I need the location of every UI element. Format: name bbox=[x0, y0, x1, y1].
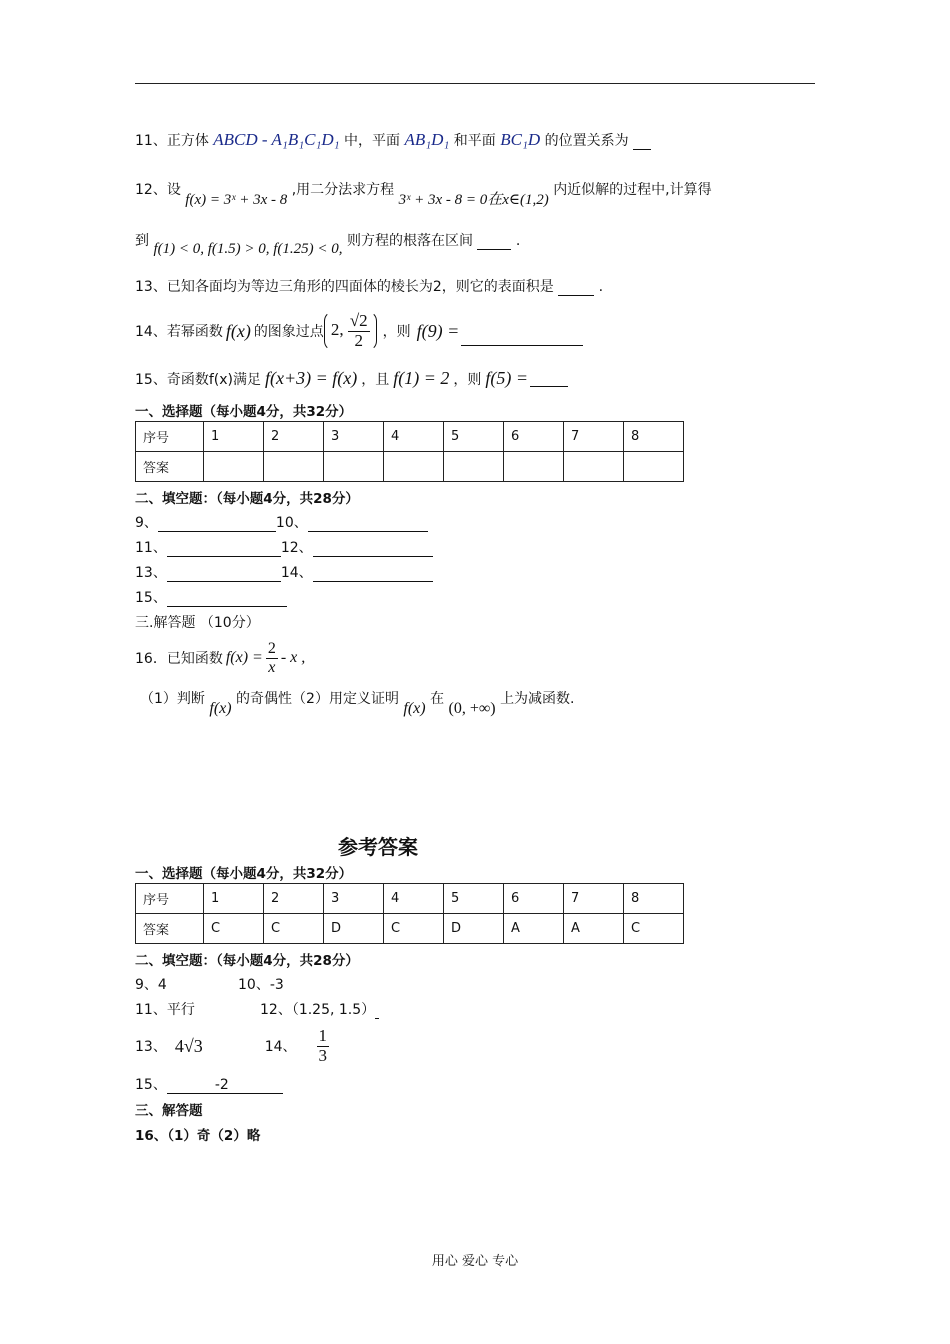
q15-prefix: 15、奇函数f(x)满足 bbox=[135, 371, 261, 388]
q14-point-x: 2, bbox=[330, 319, 344, 339]
answer-15-label: 15、 bbox=[135, 1077, 167, 1093]
page-footer: 用心 爱心 专心 bbox=[431, 1254, 519, 1269]
q16-tail: - x , bbox=[280, 649, 306, 666]
question-11 bbox=[135, 130, 651, 150]
table-header-cell: 6 bbox=[504, 884, 564, 914]
q16-line2-fx: f(x) bbox=[209, 700, 232, 717]
table-header-cell: 2 bbox=[264, 422, 324, 452]
fill-row-3 bbox=[135, 562, 433, 582]
answer-key-cell: C bbox=[264, 914, 324, 944]
q14-func: f(x) bbox=[225, 320, 251, 341]
fill-blank-12[interactable] bbox=[313, 540, 433, 557]
table-header-cell: 4 bbox=[384, 884, 444, 914]
section3-title: 三.解答题 （10分） bbox=[135, 615, 260, 631]
q16-den: x bbox=[268, 658, 276, 676]
fill-blank-9[interactable] bbox=[158, 515, 276, 532]
fill-blank-15[interactable] bbox=[167, 590, 287, 607]
answer-key-cell: D bbox=[444, 914, 504, 944]
q16-interval: (0, +∞) bbox=[448, 700, 496, 717]
q16-fraction bbox=[266, 640, 278, 676]
table-answer-label: 答案 bbox=[136, 914, 204, 944]
answer-13-label: 13、 bbox=[135, 1039, 167, 1055]
q14-prefix: 14、若幂函数 bbox=[135, 324, 223, 340]
table-header-row bbox=[136, 422, 684, 452]
table-header-cell: 4 bbox=[384, 422, 444, 452]
question-13 bbox=[135, 276, 603, 296]
table-row bbox=[136, 452, 684, 482]
q12-equation: 3ˣ + 3x - 8 = 0在x∈(1,2) bbox=[398, 192, 549, 208]
table-header-cell: 3 bbox=[324, 422, 384, 452]
section1-title: 一、选择题（每小题4分，共32分） bbox=[135, 404, 353, 420]
q14-fraction bbox=[348, 312, 370, 350]
table-header-cell: 8 bbox=[624, 422, 684, 452]
answer-11: 11、平行 bbox=[135, 1002, 195, 1018]
q11-prefix: 11、正方体 bbox=[135, 133, 209, 149]
table-header-cell: 1 bbox=[204, 884, 264, 914]
q12-func: f(x) = 3ˣ + 3x - 8 bbox=[185, 192, 288, 208]
answer-key-cell: C bbox=[384, 914, 444, 944]
table-header-cell: 2 bbox=[264, 884, 324, 914]
q12-mid: ,用二分法求方程 bbox=[291, 182, 395, 198]
fill-label-13: 13、 bbox=[135, 565, 167, 581]
answer-cell[interactable] bbox=[444, 452, 504, 482]
q13-end: . bbox=[598, 279, 604, 295]
q12-line2-prefix: 到 bbox=[135, 233, 149, 249]
fill-label-12: 12、 bbox=[280, 540, 313, 556]
answer-12-tick bbox=[375, 1002, 379, 1019]
answer-15-blank-left bbox=[167, 1077, 215, 1094]
table-header-cell: 序号 bbox=[136, 422, 204, 452]
q16-line2-b: 的奇偶性（2）用定义证明 bbox=[236, 691, 399, 707]
q11-plane1: AB₁D₁ bbox=[404, 130, 450, 149]
fill-blank-13[interactable] bbox=[167, 565, 281, 582]
q16-line2-a: （1）判断 bbox=[140, 691, 205, 707]
q11-solid: ABCD - A₁B₁C₁D₁ bbox=[213, 130, 340, 149]
table-header-cell: 3 bbox=[324, 884, 384, 914]
q16-fx: f(x) = bbox=[225, 649, 263, 666]
q14-expr: f(9) = bbox=[416, 320, 460, 341]
q15-cond: f(x+3) = f(x) bbox=[264, 368, 358, 388]
question-12 bbox=[135, 178, 712, 208]
q16-line2-c: 在 bbox=[430, 691, 445, 707]
table-header-cell: 1 bbox=[204, 422, 264, 452]
fill-row-2 bbox=[135, 537, 433, 557]
answer-15-blank-right bbox=[229, 1077, 283, 1094]
answer-13-row bbox=[135, 1023, 329, 1069]
answer-key-table bbox=[135, 883, 684, 944]
q12-prefix: 12、设 bbox=[135, 182, 181, 198]
answer-15-row bbox=[135, 1074, 283, 1094]
answer-cell[interactable] bbox=[564, 452, 624, 482]
table-header-cell: 6 bbox=[504, 422, 564, 452]
q14-mid: 的图象过点 bbox=[253, 324, 324, 340]
table-header-cell: 5 bbox=[444, 884, 504, 914]
q12-line2-suffix: 则方程的根落在区间 bbox=[347, 233, 473, 249]
q15-expr: f(5) = bbox=[485, 368, 528, 388]
table-header-cell: 7 bbox=[564, 422, 624, 452]
answer-13-value: 4√3 bbox=[174, 1035, 203, 1056]
fill-blank-11[interactable] bbox=[167, 540, 281, 557]
question-12-line2 bbox=[135, 230, 521, 257]
q15-blank bbox=[530, 370, 568, 387]
answer-10: 10、-3 bbox=[238, 977, 284, 993]
table-header-cell: 5 bbox=[444, 422, 504, 452]
q15-then: ，则 bbox=[453, 371, 482, 388]
q14-then: ，则 bbox=[382, 324, 411, 340]
q15-mid: ，且 bbox=[361, 371, 390, 388]
q14-point bbox=[324, 311, 377, 351]
answer-key-cell: A bbox=[504, 914, 564, 944]
q13-text: 13、已知各面均为等边三角形的四面体的棱长为2，则它的表面积是 bbox=[135, 279, 554, 295]
answer-cell[interactable] bbox=[504, 452, 564, 482]
q14-blank bbox=[461, 329, 583, 346]
table-row bbox=[136, 914, 684, 944]
q12-blank bbox=[477, 233, 511, 250]
table-answer-label: 答案 bbox=[136, 452, 204, 482]
fill-label-11: 11、 bbox=[135, 540, 167, 556]
question-14 bbox=[135, 302, 583, 360]
fill-label-14: 14、 bbox=[280, 565, 313, 581]
answers-title: 参考答案 bbox=[338, 835, 418, 859]
answer-9: 9、4 bbox=[135, 977, 167, 993]
q12-suffix: 内近似解的过程中,计算得 bbox=[553, 182, 712, 198]
q12-end: . bbox=[515, 233, 521, 249]
fill-row-4 bbox=[135, 587, 287, 607]
answer-key-cell: C bbox=[204, 914, 264, 944]
fill-row-1 bbox=[135, 512, 428, 532]
answer-12-wrap bbox=[260, 999, 379, 1019]
answer-cell[interactable] bbox=[264, 452, 324, 482]
q11-blank bbox=[633, 133, 651, 150]
table-header-row bbox=[136, 884, 684, 914]
q11-plane2: BC₁D bbox=[500, 130, 541, 149]
q16-prefix: 16．已知函数 bbox=[135, 651, 223, 667]
answer-12: 12、（1.25, 1.5） bbox=[260, 1002, 376, 1018]
q16-line2-fx2: f(x) bbox=[403, 700, 426, 717]
fill-blank-14[interactable] bbox=[313, 565, 433, 582]
q15-cond2: f(1) = 2 bbox=[393, 368, 450, 388]
q16-line2-d: 上为减函数. bbox=[500, 691, 575, 707]
fill-label-10: 10、 bbox=[275, 515, 308, 531]
fill-label-9: 9、 bbox=[135, 515, 158, 531]
q11-and: 和平面 bbox=[453, 133, 496, 149]
answer-cell[interactable] bbox=[204, 452, 264, 482]
fill-blank-10[interactable] bbox=[308, 515, 428, 532]
q14-num: √2 bbox=[349, 310, 368, 330]
answer-cell[interactable] bbox=[384, 452, 444, 482]
answer-16: 16、（1）奇（2）略 bbox=[135, 1128, 261, 1144]
table-header-cell: 8 bbox=[624, 884, 684, 914]
answer-key-cell: A bbox=[564, 914, 624, 944]
answers-section1-title: 一、选择题（每小题4分，共32分） bbox=[135, 866, 353, 882]
answer-14-num: 1 bbox=[318, 1025, 328, 1045]
q12-values: f(1) < 0, f(1.5) > 0, f(1.25) < 0, bbox=[153, 241, 343, 257]
q14-den: 2 bbox=[354, 330, 363, 350]
answer-cell[interactable] bbox=[624, 452, 684, 482]
answer-14-den: 3 bbox=[318, 1045, 328, 1065]
question-16-line2 bbox=[140, 688, 575, 717]
answer-key-cell: C bbox=[624, 914, 684, 944]
answer-key-cell: D bbox=[324, 914, 384, 944]
answer-14-fraction bbox=[317, 1027, 330, 1065]
fill-label-15: 15、 bbox=[135, 590, 167, 606]
q16-num: 2 bbox=[267, 639, 276, 657]
header-rule bbox=[135, 83, 815, 84]
question-15 bbox=[135, 368, 568, 389]
q13-blank bbox=[558, 279, 594, 296]
answer-15-value: -2 bbox=[214, 1077, 229, 1093]
question-16 bbox=[135, 634, 305, 682]
choice-answer-table bbox=[135, 421, 684, 482]
q11-suffix: 的位置关系为 bbox=[544, 133, 629, 149]
answer-cell[interactable] bbox=[324, 452, 384, 482]
table-header-cell: 7 bbox=[564, 884, 624, 914]
q11-mid: 中，平面 bbox=[344, 133, 400, 149]
answers-section3-title: 三、解答题 bbox=[135, 1103, 203, 1119]
answer-14-label: 14、 bbox=[264, 1039, 297, 1055]
section2-title: 二、填空题：（每小题4分，共28分） bbox=[135, 491, 359, 507]
answers-section2-title: 二、填空题：（每小题4分，共28分） bbox=[135, 953, 359, 969]
table-header-cell: 序号 bbox=[136, 884, 204, 914]
